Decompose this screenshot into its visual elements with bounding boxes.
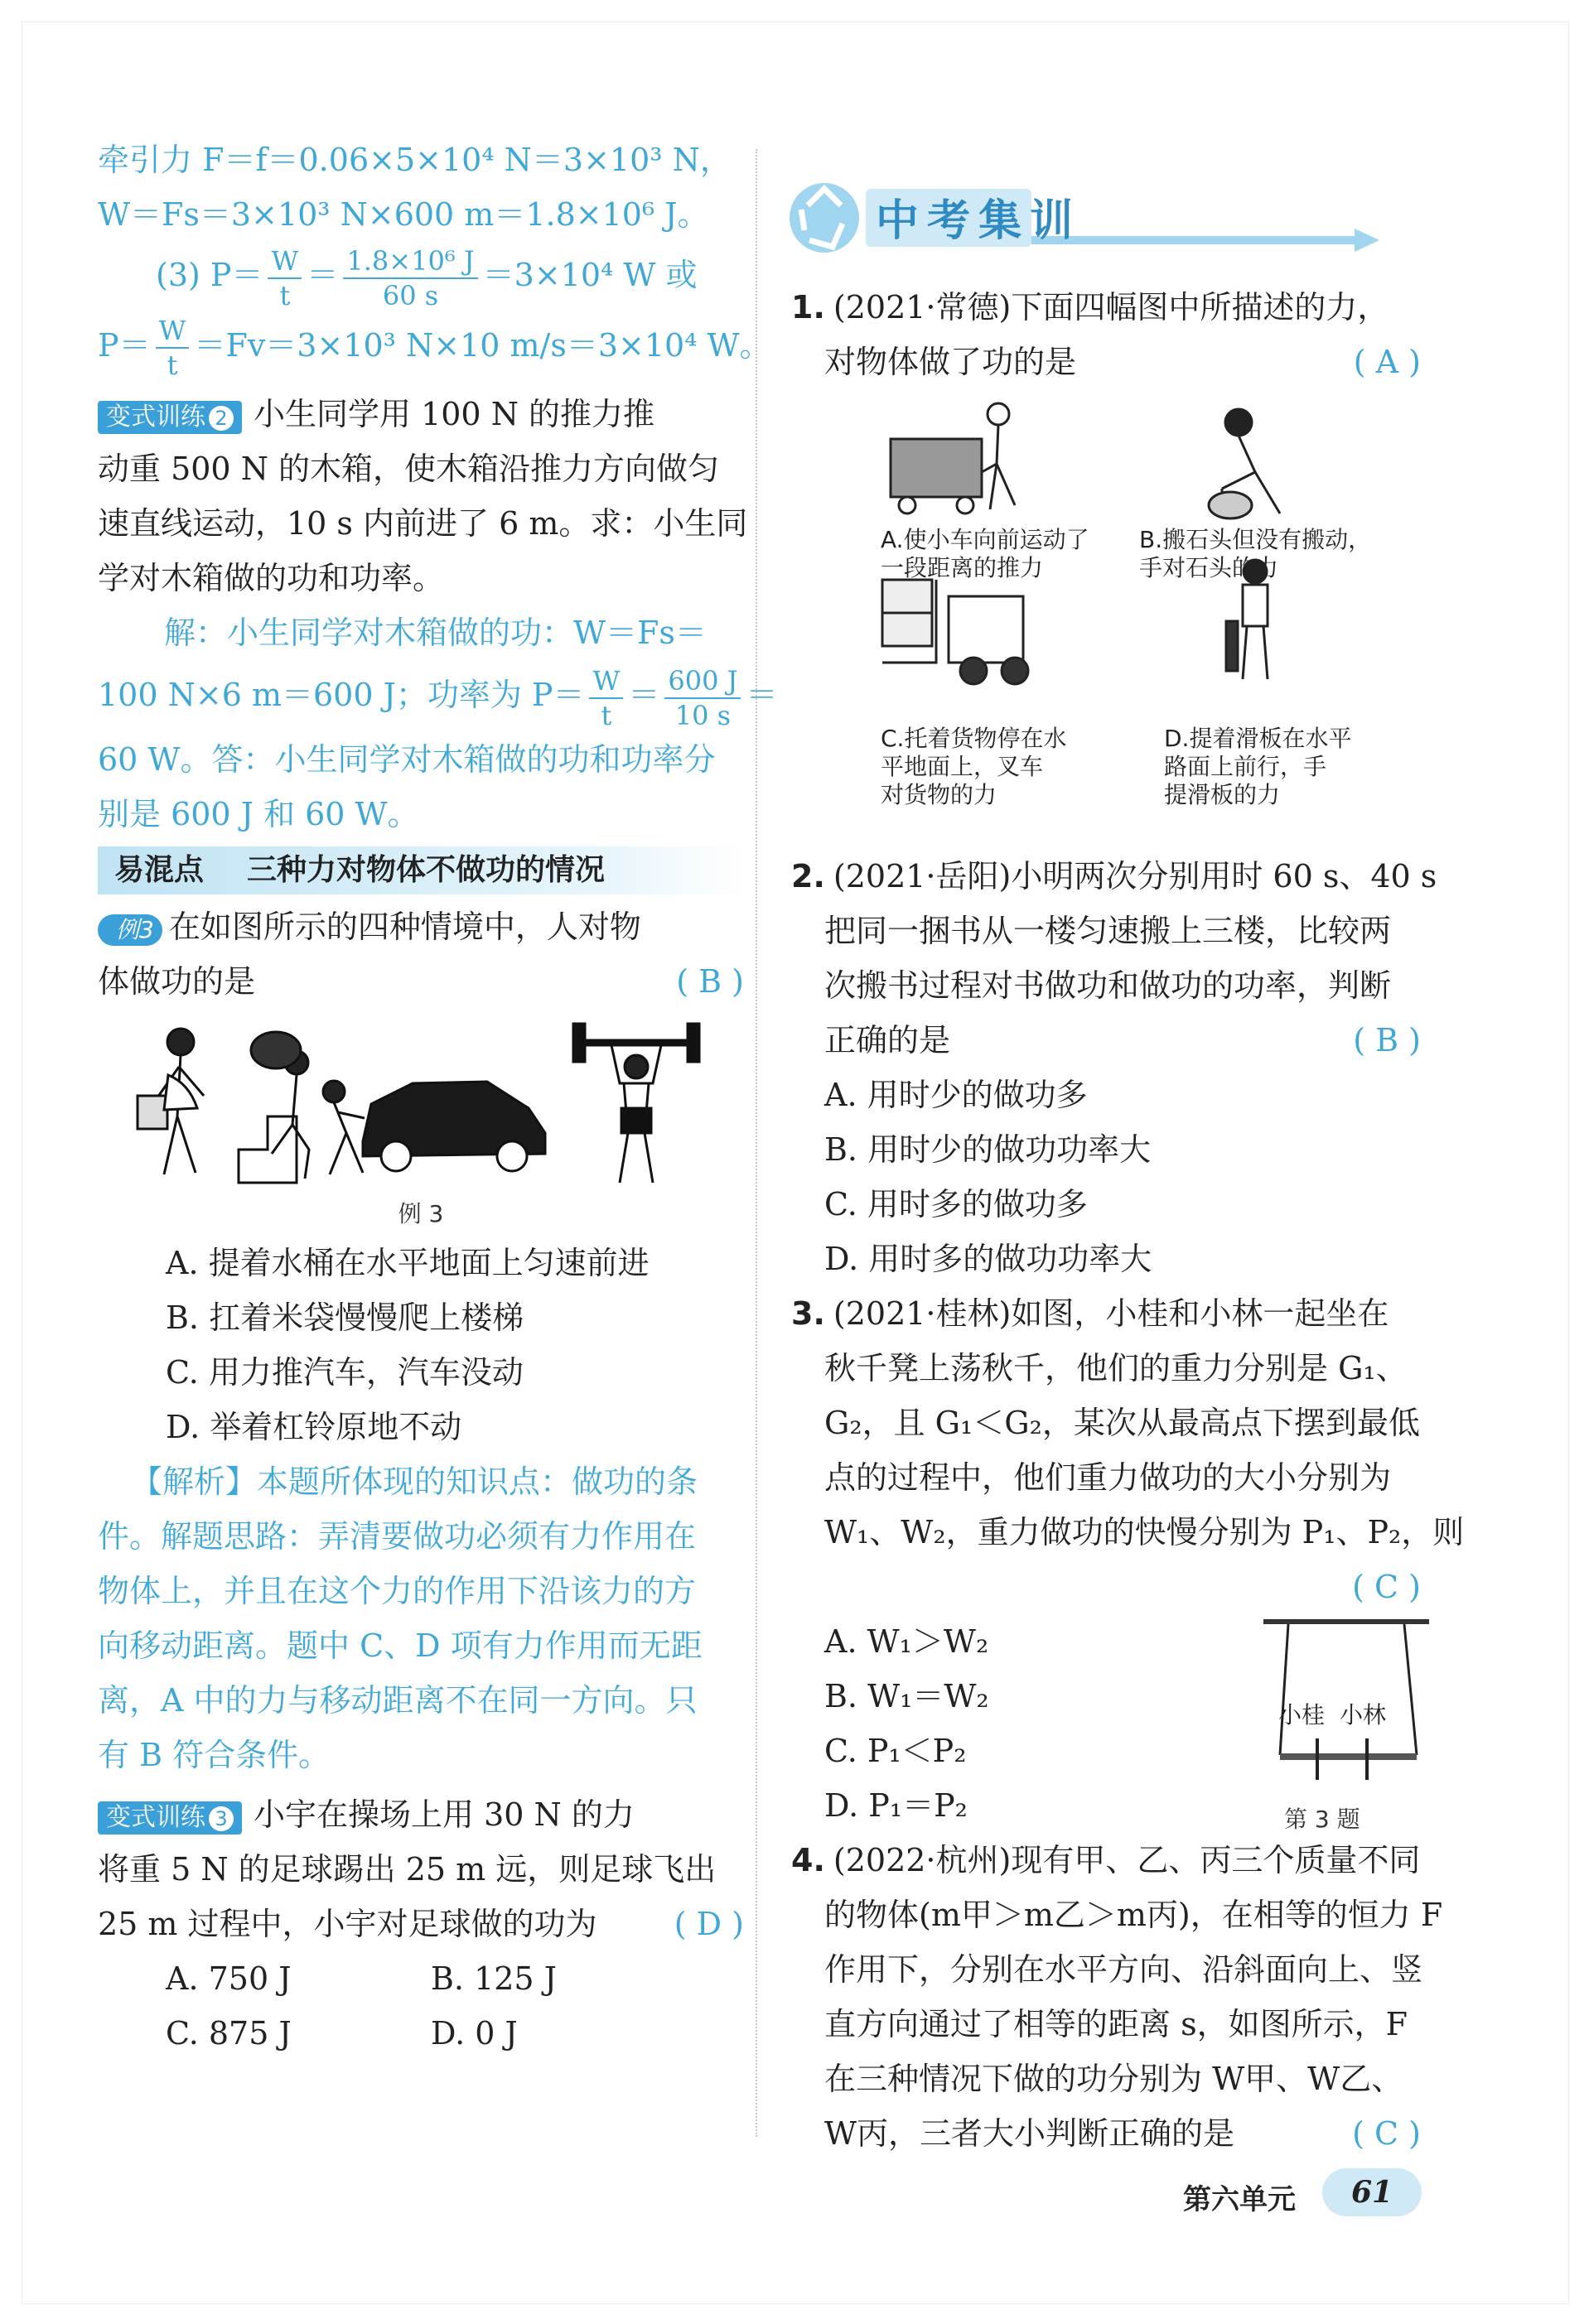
text: 正确的是 — [824, 1022, 951, 1058]
question-line: 速直线运动，10 s 内前进了 6 m。求：小生同 — [98, 505, 748, 542]
q2-line: 把同一捆书从一楼匀速搬上三楼，比较两 — [824, 913, 1392, 949]
q4-line: 的物体(m甲＞m乙＞m丙)，在相等的恒力 F — [824, 1897, 1443, 1933]
question-number: 3. — [791, 1295, 825, 1332]
text: ＝ — [746, 677, 778, 713]
text: 小宇在操场上用 30 N 的力 — [254, 1796, 635, 1833]
question-line: 动重 500 N 的木箱，使木箱沿推力方向做匀 — [98, 451, 720, 487]
fraction — [268, 244, 302, 312]
q3-line: 点的过程中，他们重力做功的大小分别为 — [824, 1459, 1392, 1496]
choice-B: B. W₁＝W₂ — [824, 1678, 989, 1714]
bar-label: 易混点 — [114, 852, 205, 887]
choice-C: C. 用时多的做功多 — [824, 1186, 1088, 1222]
text: 小生同学用 100 N 的推力推 — [254, 396, 655, 432]
q3-block — [791, 1614, 1421, 1833]
numerator: W — [268, 244, 302, 279]
right-column — [791, 280, 1465, 2161]
variant-training-tag: 变式训练 2 — [98, 401, 242, 434]
solution-line: 解：小生同学对木箱做的功：W＝Fs＝ — [164, 615, 707, 651]
text: (2021·常德)下面四幅图中所描述的力， — [833, 289, 1389, 325]
choice-D: D. 0 J — [431, 2014, 518, 2052]
page-footer — [1175, 2168, 1432, 2216]
text: (3) P＝ — [156, 257, 263, 293]
analysis-line: 物体上，并且在这个力的作用下沿该力的方 — [98, 1572, 697, 1609]
choice-A: A. W₁＞W₂ — [824, 1623, 989, 1660]
q1-caption-D: D.提着滑板在水平 路面上前行，手 提滑板的力 — [1164, 725, 1352, 808]
solution-line — [98, 312, 771, 383]
cart-push-icon — [891, 403, 1015, 513]
text: W丙，三者大小判断正确的是 — [824, 2115, 1235, 2152]
fraction — [156, 314, 190, 382]
example-badge: 例3 — [98, 914, 162, 946]
bar-title: 三种力对物体不做功的情况 — [247, 852, 606, 887]
solution-line: (3) P＝ $\frac{W}{t}$ ＝ $\frac{\text{1.8×10⁶ J}}{60 s}$ ＝3×10⁴ W 或 — [156, 244, 698, 311]
answer-bracket: ( B ) — [676, 962, 744, 1000]
choice-B: B. 扛着米袋慢慢爬上楼梯 — [166, 1299, 524, 1336]
denominator: t — [279, 279, 291, 311]
figure-caption: 第 3 题 — [1284, 1806, 1360, 1833]
question-line: 学对木箱做的功和功率。 — [98, 560, 445, 596]
swing-label-left: 小桂 — [1278, 1701, 1326, 1729]
answer-bracket: ( C ) — [1352, 1569, 1421, 1605]
analysis-line: 向移动距离。题中 C、D 项有力作用而无距 — [98, 1627, 703, 1664]
q2-line — [791, 1013, 1421, 1068]
choice-C: C. 用力推汽车，汽车没动 — [166, 1353, 524, 1391]
q4-line — [791, 2106, 1421, 2161]
text: (2021·桂林)如图，小桂和小林一起坐在 — [833, 1295, 1389, 1332]
numerator: W — [589, 664, 623, 699]
solution-line: 别是 600 J 和 60 W。 — [98, 795, 419, 832]
question-line — [98, 1897, 744, 1951]
question-number: 1. — [791, 289, 825, 325]
choice-B: B. 用时少的做功功率大 — [824, 1131, 1152, 1168]
question-number: 4. — [791, 1842, 825, 1878]
q4-line: 作用下，分别在水平方向、沿斜面向上、竖 — [824, 1951, 1423, 1988]
example-3-illustrations — [98, 1017, 744, 1191]
person-stairs-icon — [239, 1032, 309, 1183]
weightlifter-icon — [573, 1024, 699, 1183]
text: ＝Fv＝3×10³ N×10 m/s＝3×10⁴ W。 — [194, 326, 771, 364]
denominator: 60 s — [382, 279, 439, 311]
analysis-line: 【解析】本题所体现的知识点：做功的条 — [131, 1463, 698, 1500]
q2-line: 次搬书过程对书做功和做功的功率，判断 — [824, 967, 1392, 1004]
page-number: 61 — [1322, 2168, 1422, 2216]
denominator: t — [601, 699, 612, 731]
denominator: 10 s — [674, 699, 732, 731]
fraction — [589, 664, 623, 732]
text: 在如图所示的四种情境中，人对物 — [168, 908, 641, 945]
denominator: t — [167, 350, 178, 381]
text: P＝ — [98, 326, 151, 364]
left-column — [98, 133, 778, 2061]
choice-A: A. 750 J — [166, 1960, 292, 1997]
analysis-line: 件。解题思路：弄清要做功必须有力作用在 — [98, 1517, 697, 1555]
q4-line: 在三种情况下做的功分别为 W甲、W乙、 — [824, 2061, 1403, 2097]
q1-line — [791, 280, 1421, 335]
text: 25 m 过程中，小宇对足球做的功为 — [98, 1905, 597, 1942]
fraction — [664, 664, 741, 732]
example-3-line — [98, 954, 744, 1009]
choice-C: C. P₁＜P₂ — [824, 1733, 967, 1769]
q1-caption-A: A.使小车向前运动了 一段距离的推力 — [881, 526, 1089, 581]
section-header — [783, 172, 1379, 263]
answer-bracket: ( A ) — [1353, 344, 1421, 380]
variant-3-line — [98, 1787, 744, 1842]
forklift-icon — [882, 580, 1028, 684]
answer-bracket: ( B ) — [1353, 1022, 1421, 1058]
answer-bracket: ( C ) — [1352, 2115, 1421, 2152]
choice-C: C. 875 J — [166, 2014, 292, 2052]
q4-line — [791, 1833, 1421, 1888]
q3-line: 秋千凳上荡秋千，他们的重力分别是 G₁、 — [824, 1350, 1408, 1386]
q2-line — [791, 849, 1437, 904]
choice-B: B. 125 J — [431, 1960, 557, 1997]
analysis-line: 有 B 符合条件。 — [98, 1736, 331, 1773]
question-number: 2. — [791, 858, 825, 894]
numerator: 1.8×10⁶ J — [343, 244, 477, 279]
q3-line: W₁、W₂，重力做功的快慢分别为 P₁、P₂，则 — [824, 1514, 1465, 1550]
q1-caption-B: B.搬石头但没有搬动， 手对石头的力 — [1139, 526, 1372, 581]
text: 100 N×6 m＝600 J；功率为 P＝ — [98, 677, 585, 713]
q1-caption-C: C.托着货物停在水 平地面上，叉车 对货物的力 — [881, 725, 1067, 808]
text: (2021·岳阳)小明两次分别用时 60 s、40 s — [833, 858, 1437, 894]
lift-stone-icon — [1209, 409, 1280, 518]
figure-caption: 例 3 — [398, 1199, 444, 1227]
fraction — [343, 244, 477, 312]
solution-line: 100 N×6 m＝600 J；功率为 P＝ $\frac{W}{t}$ ＝ $\frac{600 J}{10 s}$ ＝ — [98, 664, 778, 731]
choice-D: D. 用时多的做功功率大 — [824, 1241, 1152, 1277]
text: (2022·杭州)现有甲、乙、丙三个质量不同 — [833, 1842, 1421, 1878]
swing-label-right: 小林 — [1340, 1701, 1387, 1729]
choice-row — [98, 1951, 744, 2006]
solution-line: 60 W。答：小生同学对木箱做的功和功率分 — [98, 740, 716, 778]
q3-line — [791, 1286, 1421, 1341]
choice-row — [98, 2006, 744, 2061]
variant-training-tag: 变式训练 3 — [98, 1801, 242, 1835]
text: ＝3×10⁴ W 或 — [482, 257, 698, 293]
example-3-line — [98, 899, 744, 954]
example-3-figure — [98, 1017, 744, 1191]
q1-line — [791, 335, 1421, 389]
choice-A: A. 提着水桶在水平地面上匀速前进 — [166, 1244, 650, 1281]
analysis-line: 离，A 中的力与移动距离不在同一方向。只 — [98, 1681, 698, 1719]
text: 体做功的是 — [98, 962, 256, 1000]
choice-D: D. 举着杠铃原地不动 — [166, 1408, 462, 1445]
unit-label: 第六单元 — [1183, 2183, 1296, 2216]
person-pushing-car-icon — [323, 1081, 545, 1174]
choice-D: D. P₁＝P₂ — [824, 1787, 968, 1824]
numerator: W — [156, 314, 190, 349]
person-bucket-icon — [138, 1029, 204, 1174]
column-divider — [756, 149, 757, 2137]
section-title: 中考集训 — [876, 196, 1082, 246]
solution-line: W＝Fs＝3×10³ N×600 m＝1.8×10⁶ J。 — [98, 196, 709, 233]
solution-line: 牵引力 F＝f＝0.06×5×10⁴ N＝3×10³ N， — [98, 142, 732, 178]
text: 对物体做了功的是 — [824, 344, 1077, 380]
q3-line: G₂，且 G₁＜G₂，某次从最高点下摆到最低 — [824, 1405, 1420, 1441]
q1-figure — [791, 389, 1421, 849]
q4-line: 直方向通过了相等的距离 s，如图所示，F — [824, 2006, 1408, 2042]
variant-2-line — [98, 387, 744, 441]
confusion-point-bar — [98, 846, 744, 894]
answer-bracket: ( D ) — [674, 1905, 744, 1942]
numerator: 600 J — [664, 664, 741, 699]
question-line: 将重 5 N 的足球踢出 25 m 远，则足球飞出 — [98, 1850, 717, 1888]
choice-A: A. 用时少的做功多 — [824, 1077, 1088, 1113]
